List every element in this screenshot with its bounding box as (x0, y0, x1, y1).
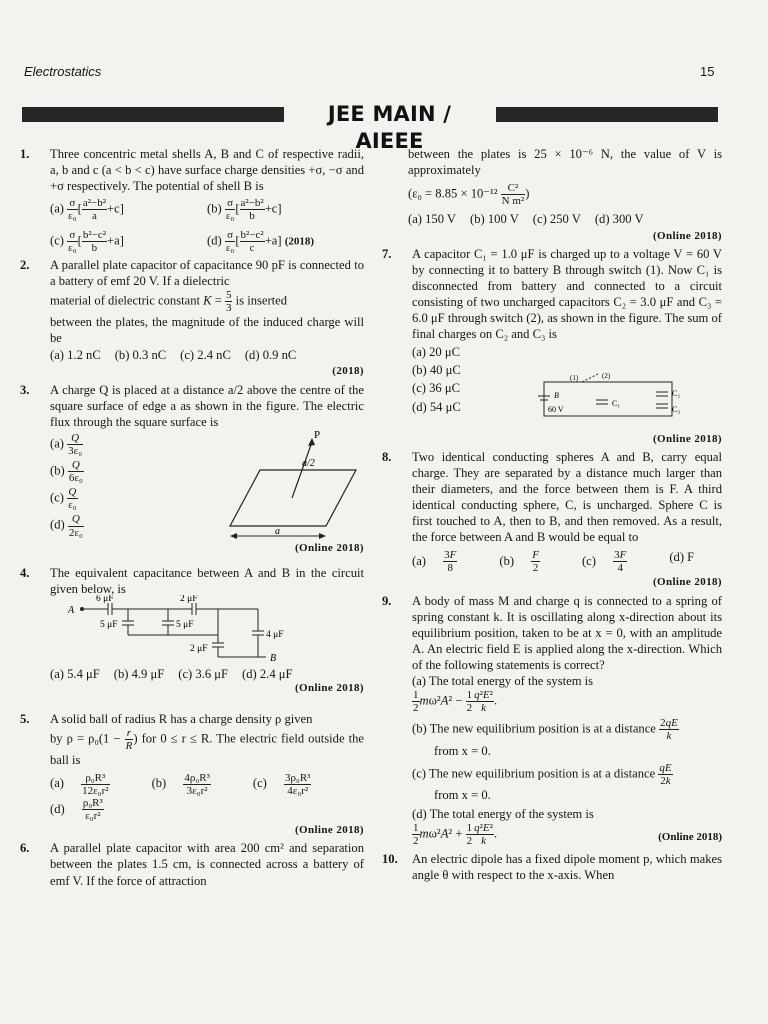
question-5: 5. A solid ball of radius R has a charge density ρ given by ρ = ρ₀(1 − $\frac{r}{R}$ ) for 0 ≤ r ≤ R. The electric field outside the ball is (a) $\frac{\text{ρ₀R³}}{\text{12ε₀r²}}$ (b) $\frac{\text{4ρ₀R³}}{\text{3ε₀r²}}$ (c) $\frac{\text{3ρ₀R³}}{\text{4ε₀r²}}$ (d) $\frac{\text{ρ₀R³}}{\text{ε₀r²}}$ (Online 2018) (20, 711, 365, 837)
question-number: 9. (382, 593, 392, 608)
option-b: (b) $\frac{\text{4ρ₀R³}}{\text{3ε₀r²}}$ (151, 771, 210, 798)
point-p-label: P (314, 429, 321, 441)
option-c: (c) $\frac{3F}{4}$ (581, 549, 627, 575)
question-8 (382, 449, 722, 590)
question-text: A parallel plate capacitor with area 200 cm² and separation between the plates 1.5 cm, is connected across a battery of emf V. If the force of attraction (50, 841, 364, 888)
voltage-label: 60 V (548, 404, 564, 414)
option-a: (a) 20 μC (412, 345, 461, 360)
cap-label: 6 μF (96, 594, 114, 604)
source-tag: (Online 2018) (294, 824, 364, 837)
question-text: The equivalent capacitance between A and B in the circuit given below, is (50, 565, 364, 596)
banner-title: JEE MAIN / AIEEE (327, 102, 452, 153)
option-c: (c) 36 μC (412, 381, 461, 396)
options (50, 666, 307, 682)
terminal-b: B (270, 652, 277, 664)
height-label: a/2 (302, 457, 315, 469)
option-c: (c) 250 V (532, 212, 581, 227)
right-column (382, 146, 722, 886)
question-10 (382, 851, 722, 883)
option-b: (b) $\frac{F}{2}$ (499, 549, 539, 575)
options (50, 197, 364, 253)
option-b: (b) $\frac{Q}{\text{6ε₀}}$ (50, 459, 83, 485)
cap-label: 5 μF (176, 619, 194, 630)
question-number: 6. (20, 841, 30, 856)
option-c: (c) $\frac{\text{3ρ₀R³}}{\text{4ε₀r²}}$ (252, 771, 311, 798)
source-tag: (Online 2018) (652, 229, 722, 242)
question-3 (20, 382, 364, 562)
option-a: (a) $\frac{\sigma}{\text{ε₀}}$ [ $\frac{\text{a²−b²}}{a}$ +c] (50, 197, 124, 223)
option-b: (b) 100 V (470, 212, 519, 227)
option-d: (d) $\frac{\text{ρ₀R³}}{\text{ε₀r²}}$ (50, 797, 103, 823)
question-text: A charge Q is placed at a distance a/2 above the centre of the square surface of edge a as shown in the figure. The electric flux through the square surface is (50, 382, 364, 429)
option-d: (d) 300 V (594, 212, 644, 227)
options (50, 772, 364, 822)
cap-label: 4 μF (266, 629, 284, 640)
question-6-continued: between the plates is 25 × 10⁻⁶ N, the value of V is approximately (ε₀ = 8.85 × 10⁻¹² $\frac{\text{C²}}{\text{N m²}}$ ) (a) 150 V (b) 100 V (c) 250 V (d) 300 V (Online 2018) (408, 147, 722, 242)
option-d: (d) 54 μC (412, 399, 461, 414)
option-d: (d) F (669, 550, 695, 565)
option-d: (d) $\frac{\sigma}{\text{ε₀}}$ [ $\frac{\text{b²−c²}}{c}$ +a] (2018) (207, 228, 315, 254)
option-d: (d) $\frac{Q}{\text{2ε₀}}$ (50, 513, 83, 539)
option-b: (b) The new equilibrium position is at a distance $\frac{2qE}{k}$ from x = 0. (412, 717, 678, 758)
option-a: (a) $\frac{3F}{8}$ (412, 549, 457, 575)
option-c: (c) $\frac{\sigma}{\text{ε₀}}$ [ $\frac{\text{b²−c²}}{b}$ +a] (50, 228, 124, 254)
option-d: (d) The total energy of the system is $\frac{1}{2}$ mω²A² + $\frac{1}{2}$ $\frac{\text{q²E²}}{k}$ . (Online 2018) (412, 806, 722, 848)
question-text: between the plates is 25 × 10⁻⁶ N, the value of V is approximately (408, 147, 722, 178)
question-text: A solid ball of radius R has a charge density ρ given (50, 711, 313, 726)
question-2: 2. A parallel plate capacitor of capacitance 90 pF is connected to a battery of emf 20 V. If a dielectric material of dielectric constant K = $\frac{5}{3}$ is inserted between the plates, the magnitude of the induced charge will be (a) 1.2 nC (b) 0.3 nC (c) 2.4 nC (d) 0.9 nC (2018) (20, 257, 364, 378)
question-number: 2. (20, 257, 30, 272)
question-number: 10. (382, 852, 398, 867)
question-number: 1. (20, 147, 30, 161)
option-b: (b) 4.9 μF (113, 666, 165, 681)
square-charge-figure (220, 430, 360, 545)
option-c: (c) The new equilibrium position is at a distance $\frac{qE}{2k}$ from x = 0. (412, 761, 672, 802)
question-text: A parallel plate capacitor of capacitance 90 pF is connected to a battery of emf 20 V. If a dielectric (50, 257, 364, 288)
switch-1-label: (1) (570, 373, 579, 382)
cap-label: 2 μF (180, 594, 198, 604)
question-number: 5. (20, 711, 30, 726)
question-6 (20, 840, 364, 888)
switch-circuit-figure (532, 370, 692, 426)
edge-label: a (275, 525, 280, 537)
question-number: 8. (382, 449, 392, 464)
c1-label: C₁ (612, 398, 621, 408)
capacitor-network-figure (68, 595, 308, 667)
option-b: (b) $\frac{\sigma}{\text{ε₀}}$ [ $\frac{\text{a²−b²}}{b}$ +c] (207, 197, 282, 223)
option-c: (c) $\frac{Q}{\text{ε₀}}$ (50, 486, 77, 512)
question-1 (20, 146, 364, 254)
banner-bar-right (496, 107, 718, 122)
question-text: Two identical conducting spheres A and B, carry equal charge. They are separated by a distance much larger than their diameters, and the force between them is F. A third identical conducting sphere, C, is uncharged. Sphere C is first touched to A, then to B, and then removed. As a result, the force between A and B would be equal to (412, 449, 722, 545)
question-4 (20, 565, 364, 694)
option-c: (c) 2.4 nC (180, 348, 231, 363)
option-c: (c) 3.6 μF (178, 666, 229, 681)
left-column (20, 146, 364, 892)
option-a: (a) 5.4 μF (50, 666, 100, 681)
options (412, 549, 722, 574)
option-b: (b) 0.3 nC (114, 348, 167, 363)
cap-label: 2 μF (190, 643, 208, 654)
source-tag: (Online 2018) (294, 542, 364, 555)
question-7 (382, 246, 722, 446)
source-tag: (Online 2018) (652, 576, 722, 589)
option-a: (a) $\frac{\text{ρ₀R³}}{\text{12ε₀r²}}$ (50, 771, 109, 798)
page-number: 15 (700, 64, 715, 79)
source-tag: (2018) (332, 365, 364, 378)
option-a: (a) 150 V (408, 212, 457, 227)
question-number: 3. (20, 382, 30, 397)
option-d: (d) 0.9 nC (244, 348, 297, 363)
c3-label: C₃ (672, 404, 681, 414)
question-text: Three concentric metal shells A, B and C of respective radii, a, b and c (a < b < c) have surface charge densities +σ, −σ and +σ respectively. The potential of shell B is (50, 147, 364, 194)
options (408, 211, 722, 227)
option-a: (a) $\frac{Q}{\text{3ε₀}}$ (50, 431, 83, 457)
switch-2-label: (2) (602, 371, 611, 380)
banner-bar-left (22, 107, 284, 122)
question-text: A body of mass M and charge q is connected to a spring of spring constant k. It is oscillating along x-direction about its equilibrium position, taken to be at x = 0, with an amplitude A. An electric field E is applied along the x-direction. Which of the following statements is correct? (412, 593, 722, 672)
option-b: (b) 40 μC (412, 363, 461, 378)
cap-label: 5 μF (100, 619, 118, 630)
option-a: (a) 1.2 nC (50, 348, 101, 363)
terminal-a: A (68, 604, 75, 616)
source-tag: (Online 2018) (652, 432, 722, 445)
source-tag: (Online 2018) (294, 681, 364, 694)
option-d: (d) 2.4 μF (242, 666, 293, 681)
question-number: 4. (20, 565, 30, 580)
options (50, 347, 364, 363)
battery-label: B (554, 390, 559, 400)
chapter-title: Electrostatics (24, 64, 102, 79)
question-9 (382, 593, 722, 848)
section-banner (22, 102, 719, 153)
question-text: A capacitor C₁ = 1.0 μF is charged up to a voltage V = 60 V by connecting it to battery B through switch (1). Now C₁ is disconnected from battery and connected to a circuit consisting of two uncharged capacitors C₂ = 3.0 μF and C₃ = 6.0 μF through switch (2), as shown in the figure. The sum of final charges on C₂ and C₃ is (412, 246, 722, 342)
question-text: An electric dipole has a fixed dipole moment p, which makes angle θ with respect to the x-axis. When (412, 852, 722, 883)
c2-label: C₂ (672, 388, 681, 398)
question-number: 7. (382, 246, 392, 261)
option-a: (a) The total energy of the system is $\frac{1}{2}$ mω²A² − $\frac{1}{2}$ $\frac{\text{q²E²}}{k}$ . (412, 674, 594, 715)
